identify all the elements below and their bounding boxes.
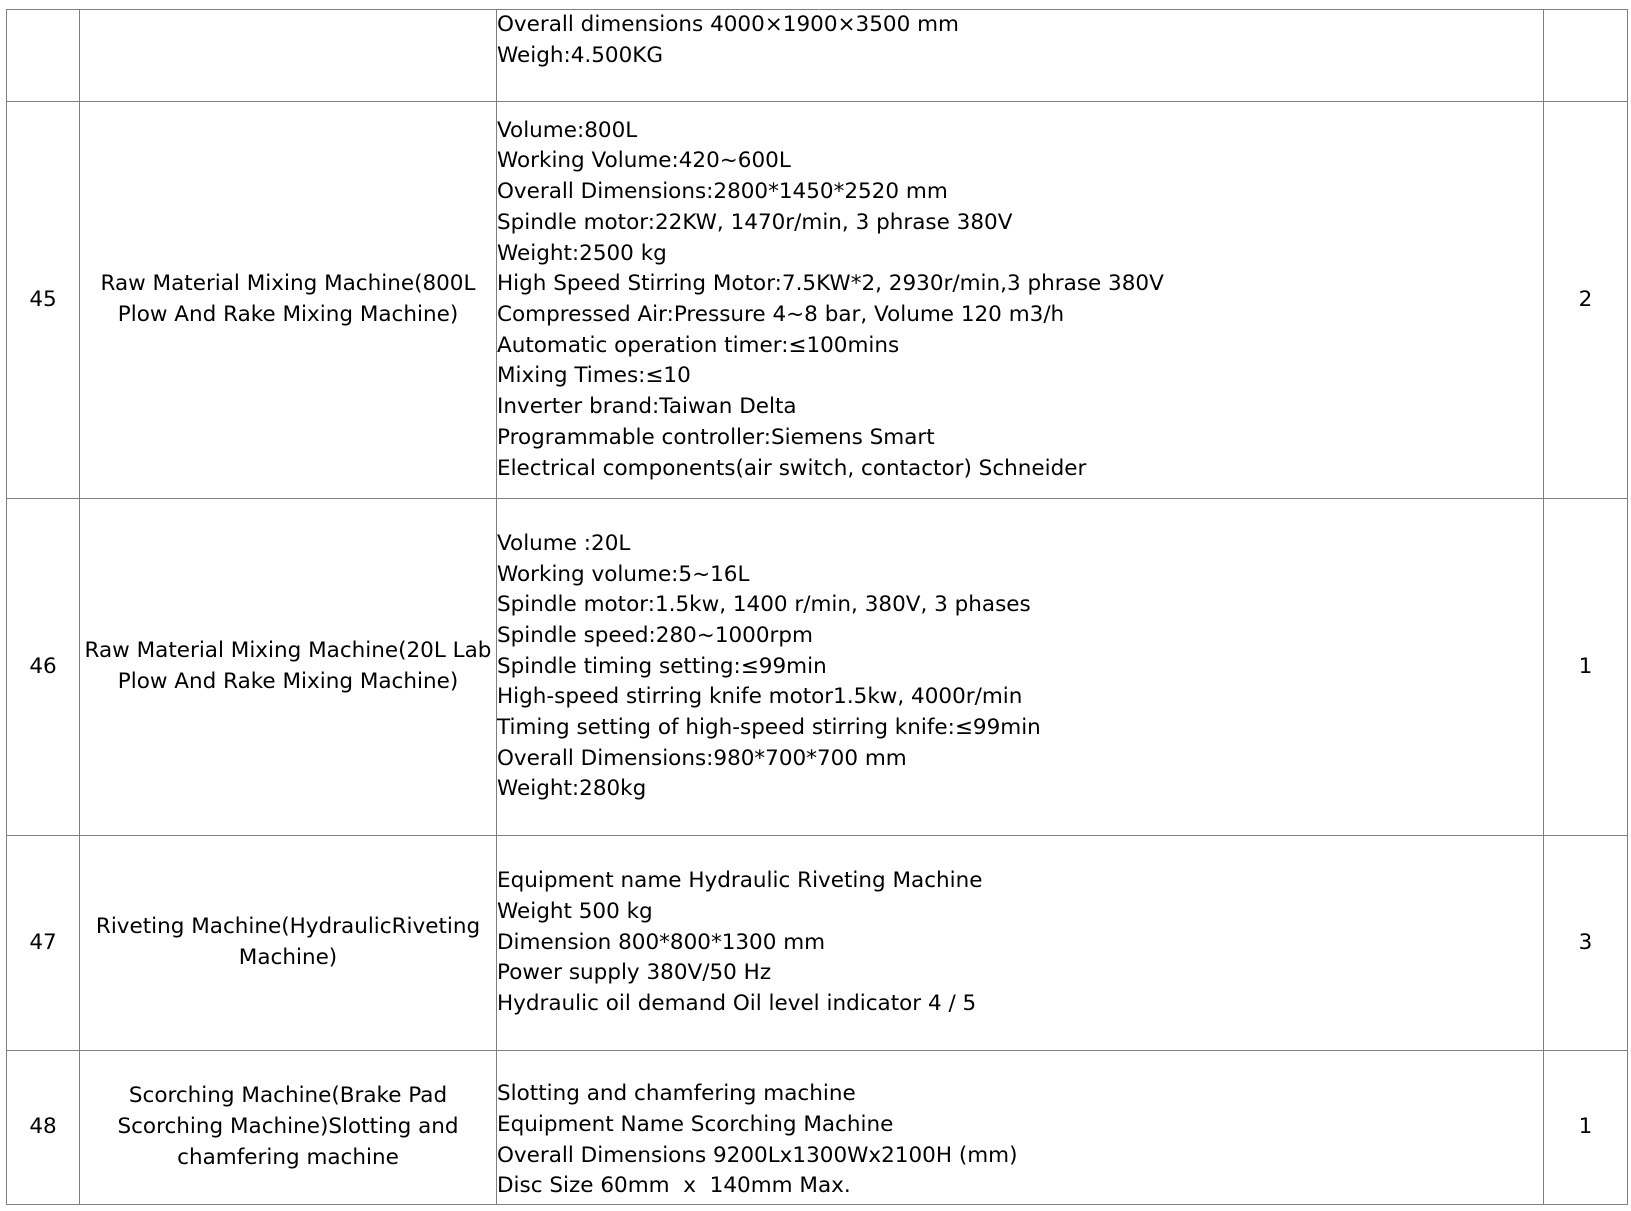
spec-line: Disc Size 60mm x 140mm Max.	[497, 1173, 851, 1199]
spec-line: Electrical components(air switch, contactor) Schneider	[497, 455, 1087, 481]
spec-line: Mixing Times:≤10	[497, 363, 691, 389]
item-quantity: 2	[1544, 102, 1628, 499]
spec-line: Volume :20L	[497, 530, 631, 556]
item-specs	[497, 836, 1544, 1051]
item-specs	[497, 499, 1544, 836]
spec-line: Overall Dimensions:2800*1450*2520 mm	[497, 179, 948, 205]
item-name	[80, 10, 497, 102]
spec-line: Hydraulic oil demand Oil level indicator 4 / 5	[497, 991, 977, 1017]
spec-line: Compressed Air:Pressure 4~8 bar, Volume 120 m3/h	[497, 302, 1065, 327]
spec-line: High-speed stirring knife motor1.5kw, 4000r/min	[497, 684, 1023, 710]
item-number	[7, 10, 80, 102]
spec-line: Overall dimensions 4000×1900×3500 mm	[497, 12, 959, 37]
spec-line: Working Volume:420~600L	[497, 148, 791, 174]
equipment-spec-table	[6, 9, 1628, 1205]
spec-line: Automatic operation timer:≤100mins	[497, 332, 900, 358]
table-row	[7, 836, 1628, 1051]
spec-line: Weight:280kg	[497, 776, 647, 802]
item-number: 45	[7, 102, 80, 499]
spec-line: Volume:800L	[497, 117, 638, 143]
spec-line: Equipment name Hydraulic Riveting Machine	[497, 868, 983, 894]
spec-line: Overall Dimensions:980*700*700 mm	[497, 745, 907, 771]
spec-line: Spindle motor:22KW, 1470r/min, 3 phrase 380V	[497, 209, 1013, 235]
spec-line: Dimension 800*800*1300 mm	[497, 929, 826, 955]
item-name: Riveting Machine(HydraulicRiveting Machine)	[80, 836, 497, 1051]
spec-line: Spindle timing setting:≤99min	[497, 653, 827, 679]
item-name: Scorching Machine(Brake Pad Scorching Machine)Slotting and chamfering machine	[80, 1051, 497, 1205]
table-row	[7, 10, 1628, 102]
spec-line: Equipment Name Scorching Machine	[497, 1111, 894, 1137]
item-name: Raw Material Mixing Machine(800L Plow And Rake Mixing Machine)	[80, 102, 497, 499]
spec-line: Timing setting of high-speed stirring knife:≤99min	[497, 715, 1041, 741]
spec-line: Weigh:4.500KG	[497, 42, 664, 68]
item-specs	[497, 10, 1544, 102]
table-row	[7, 1051, 1628, 1205]
spec-line: Overall Dimensions 9200Lx1300Wx2100H (mm)	[497, 1142, 1018, 1168]
spec-line: Programmable controller:Siemens Smart	[497, 424, 935, 450]
item-number: 48	[7, 1051, 80, 1205]
item-number: 47	[7, 836, 80, 1051]
spec-line: Weight 500 kg	[497, 898, 653, 924]
item-specs	[497, 1051, 1544, 1205]
spec-line: Spindle speed:280~1000rpm	[497, 622, 813, 648]
spec-line: High Speed Stirring Motor:7.5KW*2, 2930r/min,3 phrase 380V	[497, 271, 1164, 297]
item-quantity: 3	[1544, 836, 1628, 1051]
spec-line: Inverter brand:Taiwan Delta	[497, 394, 797, 420]
item-name: Raw Material Mixing Machine(20L Lab Plow And Rake Mixing Machine)	[80, 499, 497, 836]
item-quantity: 1	[1544, 1051, 1628, 1205]
table-row	[7, 102, 1628, 499]
item-quantity	[1544, 10, 1628, 102]
spec-line: Working volume:5~16L	[497, 561, 750, 587]
item-specs	[497, 102, 1544, 499]
item-number: 46	[7, 499, 80, 836]
spec-line: Weight:2500 kg	[497, 240, 667, 266]
spec-line: Power supply 380V/50 Hz	[497, 960, 772, 986]
item-quantity: 1	[1544, 499, 1628, 836]
table-row	[7, 499, 1628, 836]
spec-line: Slotting and chamfering machine	[497, 1081, 856, 1107]
spec-line: Spindle motor:1.5kw, 1400 r/min, 380V, 3 phases	[497, 592, 1031, 618]
